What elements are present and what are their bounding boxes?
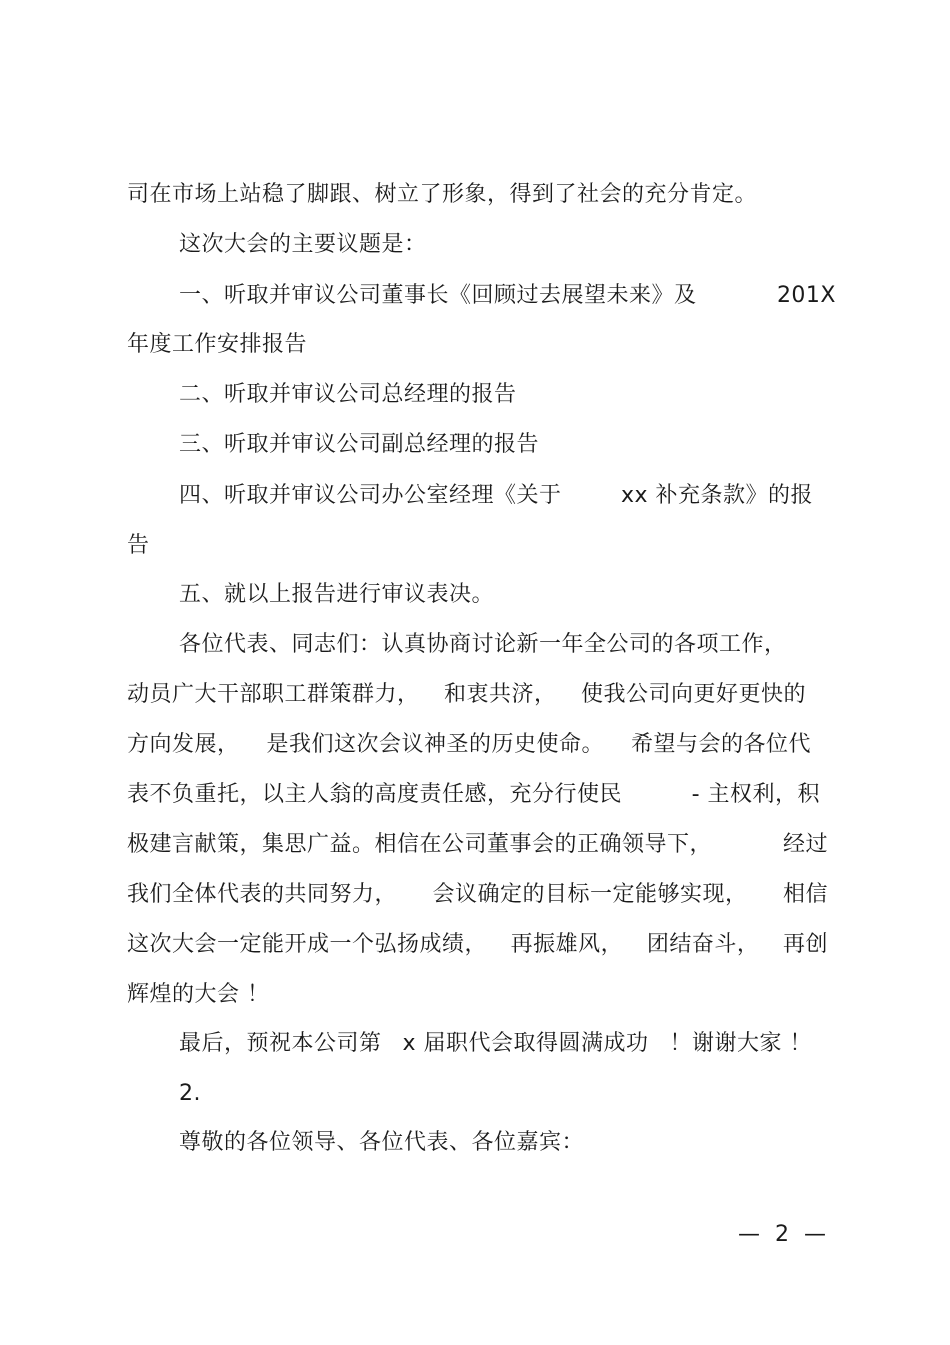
body-line-7 (179, 481, 813, 511)
body-line-15 (127, 880, 828, 910)
body-line-4: 年度工作安排报告 (127, 332, 308, 357)
body-line-15-part-c: 相信 (782, 882, 828, 907)
body-line-11-part-b: 和衷共济， (443, 682, 557, 707)
body-line-6: 三、听取并审议公司副总经理的报告 (179, 432, 540, 457)
body-line-15-part-b: 会议确定的目标一定能够实现， (432, 882, 748, 907)
body-line-12-part-b: 是我们这次会议神圣的历史使命。 (266, 732, 604, 757)
body-line-3-part-a: 一、听取并审议公司董事长《回顾过去展望未来》及 (179, 283, 697, 308)
body-line-10: 各位代表、同志们：认真协商讨论新一年全公司的各项工作， (179, 632, 787, 657)
body-line-1: 司在市场上站稳了脚跟、树立了形象，得到了社会的充分肯定。 (127, 182, 758, 207)
body-line-11-part-c: 使我公司向更好更快的 (580, 682, 806, 707)
body-line-8: 告 (127, 533, 150, 558)
body-line-16-part-b: 再振雄风， (510, 932, 624, 957)
body-line-7-part-a: 四、听取并审议公司办公室经理《关于 (179, 483, 562, 508)
body-line-13 (127, 780, 820, 810)
body-line-16-part-a: 这次大会一定能开成一个弘扬成绩， (127, 932, 488, 957)
body-line-5: 二、听取并审议公司总经理的报告 (179, 382, 517, 407)
body-line-14-part-a: 极建言献策，集思广益。相信在公司董事会的正确领导下， (127, 832, 713, 857)
body-line-11-part-a: 动员广大干部职工群策群力， (127, 682, 420, 707)
body-line-12-part-a: 方向发展， (127, 732, 240, 757)
body-line-16-part-d: 再创 (782, 932, 828, 957)
body-line-19: 2. (179, 1081, 201, 1106)
body-line-18-part-a: 最后，预祝本公司第 (179, 1031, 382, 1056)
body-line-16 (127, 930, 828, 960)
body-line-3-part-b: 201X (776, 283, 836, 308)
body-line-12-part-c: 希望与会的各位代 (630, 732, 811, 757)
body-line-17: 辉煌的大会 ！ (127, 982, 270, 1007)
body-line-3 (179, 281, 836, 311)
body-line-14 (127, 830, 828, 860)
body-line-18-part-b: x 届职代会取得圆满成功 (402, 1031, 649, 1056)
body-line-12 (127, 730, 811, 760)
page-number: — 2 — (738, 1222, 830, 1247)
body-line-7-part-b: xx 补充条款》的报 (620, 483, 813, 508)
body-line-13-part-a: 表不负重托，以主人翁的高度责任感，充分行使民 (127, 782, 623, 807)
body-line-2: 这次大会的主要议题是： (179, 232, 427, 257)
body-line-18-part-c: ！谢谢大家 ！ (669, 1031, 812, 1056)
body-line-13-part-b: - 主权利，积 (691, 782, 820, 807)
body-line-16-part-c: 团结奋斗， (646, 932, 760, 957)
body-line-20: 尊敬的各位领导、各位代表、各位嘉宾： (179, 1130, 585, 1155)
body-line-9: 五、就以上报告进行审议表决。 (179, 582, 495, 607)
body-line-15-part-a: 我们全体代表的共同努力， (127, 882, 398, 907)
body-line-11 (127, 680, 806, 710)
body-line-18 (179, 1029, 812, 1059)
body-line-14-part-b: 经过 (782, 832, 828, 857)
